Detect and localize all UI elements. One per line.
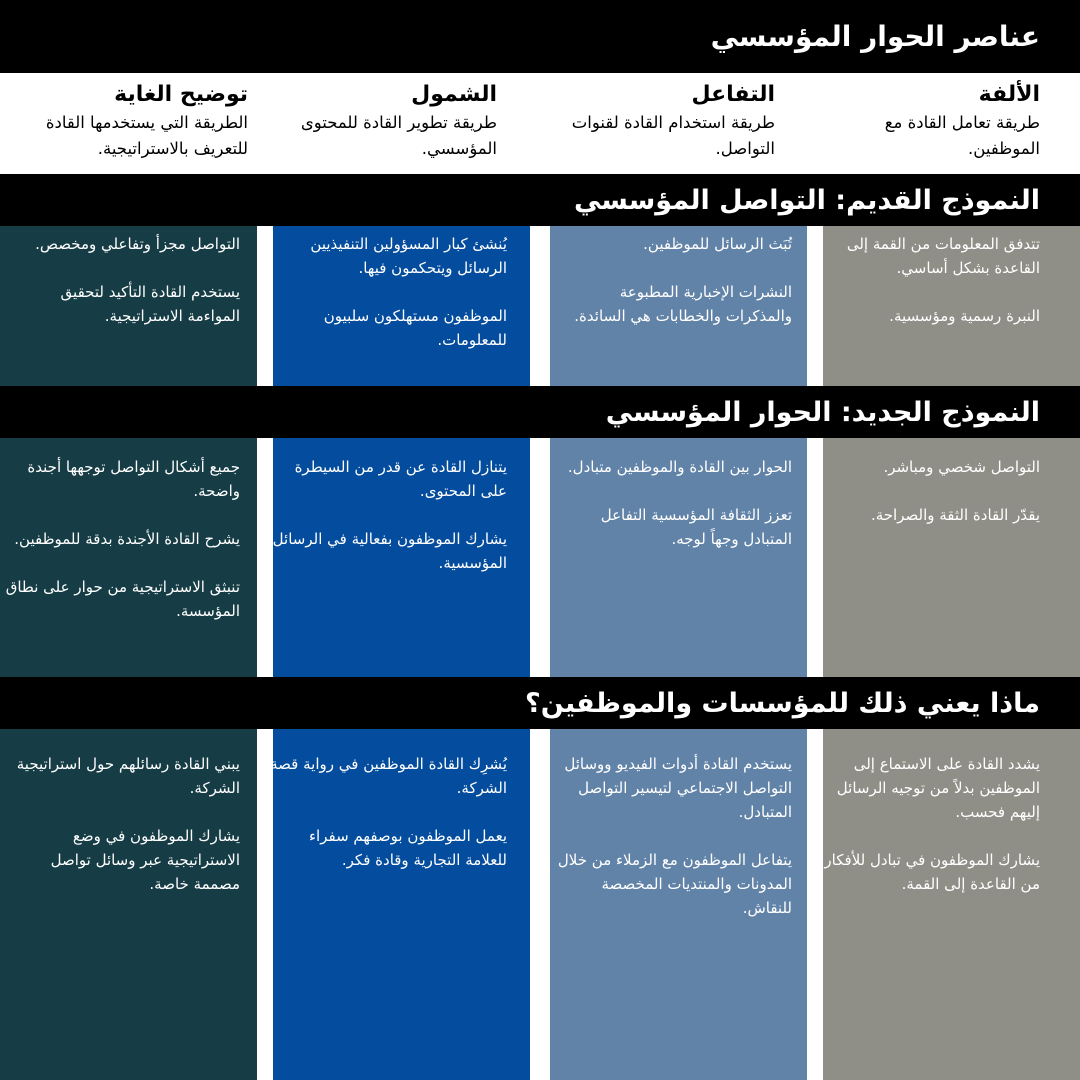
column-description: طريقة استخدام القادة لقنوات التواصل. (571, 113, 775, 158)
column-title: الألفة (978, 82, 1040, 107)
cell-old-intentionality (5, 232, 240, 328)
cell-point: يشارك الموظفون بفعالية في الرسائل المؤسسية. (272, 530, 507, 572)
cell-old-intimacy (815, 232, 1040, 328)
cell-point: النبرة رسمية ومؤسسية. (889, 307, 1040, 325)
cell-point: يتنازل القادة عن قدر من السيطرة على المحتوى. (294, 458, 507, 500)
column-background-intentionality (0, 226, 257, 1080)
column-title: توضيح الغاية (114, 82, 248, 107)
cell-point: الحوار بين القادة والموظفين متبادل. (567, 458, 792, 476)
cell-point: تتدفق المعلومات من القمة إلى القاعدة بشكل أساسي. (846, 235, 1040, 277)
cell-point: يتفاعل الموظفون مع الزملاء من خلال المدونات والمنتديات المخصصة للنقاش. (557, 851, 792, 917)
cell-point: يستخدم القادة التأكيد لتحقيق المواءمة الاستراتيجية. (60, 283, 240, 325)
cell-point: يُنشئ كبار المسؤولين التنفيذيين الرسائل ويتحكمون فيها. (310, 235, 507, 277)
cell-point: يشارك الموظفون في وضع الاستراتيجية عبر وسائل تواصل مصممة خاصة. (50, 827, 240, 893)
cell-point: يُشرِك القادة الموظفين في رواية قصة الشركة. (270, 755, 507, 797)
cell-point: يشارك الموظفون في تبادل للأفكار من القاعدة إلى القمة. (824, 851, 1040, 893)
cell-point: الموظفون مستهلكون سلبيون للمعلومات. (323, 307, 507, 349)
section-heading-old-model: النموذج القديم: التواصل المؤسسي (0, 174, 1080, 226)
cell-new-intimacy (815, 455, 1040, 527)
cell-point: تعزز الثقافة المؤسسية التفاعل المتبادل وجهاً لوجه. (600, 506, 792, 548)
column-header-interactivity (535, 80, 775, 170)
cell-new-inclusion (267, 455, 507, 575)
column-description: طريقة تعامل القادة مع الموظفين. (884, 113, 1040, 158)
cell-what-inclusion (267, 752, 507, 872)
cell-point: تُبَث الرسائل للموظفين. (643, 235, 792, 253)
section-heading-implications: ماذا يعني ذلك للمؤسسات والموظفين؟ (0, 677, 1080, 729)
cell-what-intentionality (5, 752, 240, 896)
column-background-inclusion (273, 226, 530, 1080)
cell-point: التواصل شخصي ومباشر. (883, 458, 1040, 476)
section-heading-new-model: النموذج الجديد: الحوار المؤسسي (0, 386, 1080, 438)
cell-what-interactivity (552, 752, 792, 920)
cell-point: التواصل مجزأ وتفاعلي ومخصص. (35, 235, 240, 253)
cell-point: يعمل الموظفون بوصفهم سفراء للعلامة التجارية وقادة فكر. (309, 827, 507, 869)
column-header-intentionality (0, 80, 248, 170)
cell-point: تنبثق الاستراتيجية من حوار على نطاق المؤسسة. (5, 578, 240, 620)
cell-point: النشرات الإخبارية المطبوعة والمذكرات والخطابات هي السائدة. (574, 283, 792, 325)
cell-new-interactivity (552, 455, 792, 551)
column-background-interactivity (550, 226, 807, 1080)
cell-point: يشدد القادة على الاستماع إلى الموظفين بدلاً من توجيه الرسائل إليهم فحسب. (836, 755, 1040, 821)
column-header-intimacy (820, 80, 1040, 170)
column-header-inclusion (257, 80, 497, 170)
cell-point: يقدّر القادة الثقة والصراحة. (870, 506, 1040, 524)
cell-what-intimacy (815, 752, 1040, 896)
cell-point: جميع أشكال التواصل توجهها أجندة واضحة. (27, 458, 240, 500)
column-background-intimacy (823, 226, 1080, 1080)
cell-point: يشرح القادة الأجندة بدقة للموظفين. (14, 530, 240, 548)
cell-point: يستخدم القادة أدوات الفيديو ووسائل التواصل الاجتماعي لتيسير التواصل المتبادل. (564, 755, 792, 821)
page-title: عناصر الحوار المؤسسي (0, 0, 1080, 73)
cell-old-inclusion (267, 232, 507, 352)
column-description: الطريقة التي يستخدمها القادة للتعريف بالاستراتيجية. (45, 113, 248, 158)
cell-point: يبني القادة رسائلهم حول استراتيجية الشركة. (16, 755, 240, 797)
cell-new-intentionality (5, 455, 240, 623)
column-title: الشمول (411, 82, 497, 107)
cell-old-interactivity (552, 232, 792, 328)
column-description: طريقة تطوير القادة للمحتوى المؤسسي. (300, 113, 497, 158)
column-title: التفاعل (691, 82, 775, 107)
